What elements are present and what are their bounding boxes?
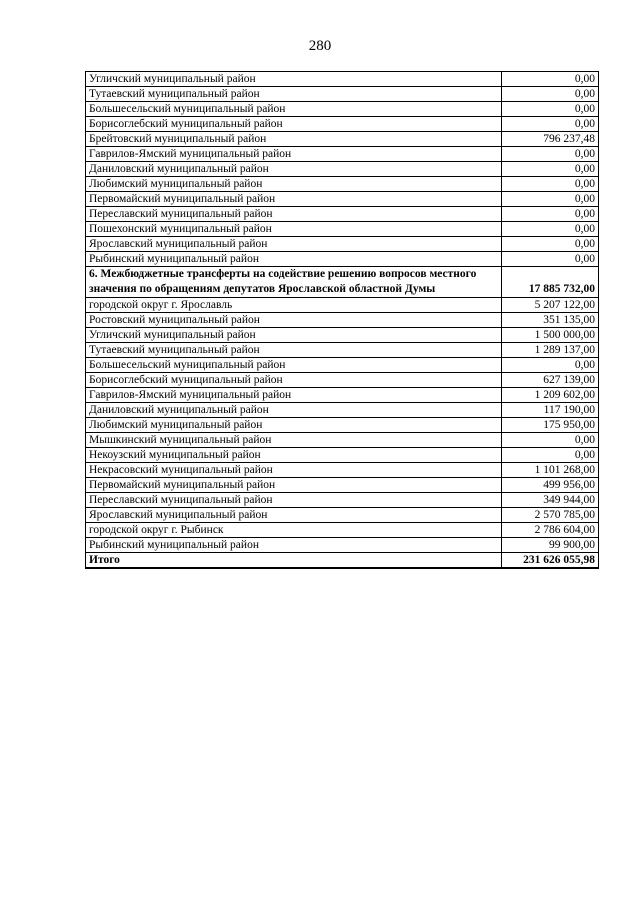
row-name: Пошехонский муниципальный район bbox=[86, 222, 502, 237]
row-name: городской округ г. Рыбинск bbox=[86, 523, 502, 538]
table-row bbox=[86, 418, 599, 433]
row-value: 0,00 bbox=[502, 87, 599, 102]
row-value: 796 237,48 bbox=[502, 132, 599, 147]
row-value: 0,00 bbox=[502, 222, 599, 237]
row-value: 231 626 055,98 bbox=[502, 553, 599, 569]
row-name: Некрасовский муниципальный район bbox=[86, 463, 502, 478]
row-value: 1 289 137,00 bbox=[502, 343, 599, 358]
table-row bbox=[86, 192, 599, 207]
row-name: Первомайский муниципальный район bbox=[86, 478, 502, 493]
row-value: 0,00 bbox=[502, 102, 599, 117]
row-value: 0,00 bbox=[502, 162, 599, 177]
table-row bbox=[86, 448, 599, 463]
row-name: Рыбинский муниципальный район bbox=[86, 252, 502, 267]
table-row bbox=[86, 523, 599, 538]
row-value: 0,00 bbox=[502, 433, 599, 448]
page-number: 280 bbox=[308, 38, 332, 54]
row-name: Даниловский муниципальный район bbox=[86, 403, 502, 418]
row-name: Ростовский муниципальный район bbox=[86, 313, 502, 328]
row-value: 117 190,00 bbox=[502, 403, 599, 418]
row-name: Угличский муниципальный район bbox=[86, 72, 502, 87]
row-value: 2 570 785,00 bbox=[502, 508, 599, 523]
table-row bbox=[86, 162, 599, 177]
row-name: Ярославский муниципальный район bbox=[86, 237, 502, 252]
budget-table bbox=[85, 71, 599, 569]
row-name: Переславский муниципальный район bbox=[86, 493, 502, 508]
row-value: 0,00 bbox=[502, 192, 599, 207]
section-header-row bbox=[86, 267, 599, 298]
table-row bbox=[86, 388, 599, 403]
row-name: Мышкинский муниципальный район bbox=[86, 433, 502, 448]
table-row bbox=[86, 207, 599, 222]
row-name: городской округ г. Ярославль bbox=[86, 298, 502, 313]
table-row bbox=[86, 132, 599, 147]
row-value: 351 135,00 bbox=[502, 313, 599, 328]
budget-table-body bbox=[86, 72, 599, 569]
row-name: Любимский муниципальный район bbox=[86, 177, 502, 192]
row-name: Ярославский муниципальный район bbox=[86, 508, 502, 523]
row-value: 1 101 268,00 bbox=[502, 463, 599, 478]
table-row bbox=[86, 237, 599, 252]
table-row bbox=[86, 222, 599, 237]
row-name: Брейтовский муниципальный район bbox=[86, 132, 502, 147]
row-name: Тутаевский муниципальный район bbox=[86, 343, 502, 358]
table-row bbox=[86, 463, 599, 478]
row-value: 17 885 732,00 bbox=[502, 267, 599, 298]
row-value: 5 207 122,00 bbox=[502, 298, 599, 313]
table-row bbox=[86, 508, 599, 523]
row-name: Большесельский муниципальный район bbox=[86, 358, 502, 373]
row-name: Тутаевский муниципальный район bbox=[86, 87, 502, 102]
row-value: 2 786 604,00 bbox=[502, 523, 599, 538]
row-name: Рыбинский муниципальный район bbox=[86, 538, 502, 553]
row-value: 0,00 bbox=[502, 448, 599, 463]
table-row bbox=[86, 403, 599, 418]
table-row bbox=[86, 343, 599, 358]
row-name: Гаврилов-Ямский муниципальный район bbox=[86, 147, 502, 162]
row-name: Большесельский муниципальный район bbox=[86, 102, 502, 117]
row-name: Гаврилов-Ямский муниципальный район bbox=[86, 388, 502, 403]
row-value: 0,00 bbox=[502, 117, 599, 132]
row-value: 99 900,00 bbox=[502, 538, 599, 553]
row-value: 0,00 bbox=[502, 237, 599, 252]
table-row bbox=[86, 358, 599, 373]
table-row bbox=[86, 298, 599, 313]
row-value: 0,00 bbox=[502, 177, 599, 192]
row-value: 349 944,00 bbox=[502, 493, 599, 508]
table-row bbox=[86, 177, 599, 192]
row-name: Некоузский муниципальный район bbox=[86, 448, 502, 463]
row-value: 0,00 bbox=[502, 207, 599, 222]
row-name: Даниловский муниципальный район bbox=[86, 162, 502, 177]
row-value: 175 950,00 bbox=[502, 418, 599, 433]
row-name: Первомайский муниципальный район bbox=[86, 192, 502, 207]
total-row bbox=[86, 553, 599, 569]
row-value: 0,00 bbox=[502, 358, 599, 373]
table-row bbox=[86, 478, 599, 493]
row-value: 0,00 bbox=[502, 72, 599, 87]
table-row bbox=[86, 328, 599, 343]
row-name: 6. Межбюджетные трансферты на содействие решению вопросов местного значения по обращениям депутатов Ярославской областной Думы bbox=[86, 267, 502, 298]
table-row bbox=[86, 117, 599, 132]
table-row bbox=[86, 87, 599, 102]
row-name: Угличский муниципальный район bbox=[86, 328, 502, 343]
table-row bbox=[86, 433, 599, 448]
table-row bbox=[86, 102, 599, 117]
table-row bbox=[86, 373, 599, 388]
table-row bbox=[86, 493, 599, 508]
row-value: 0,00 bbox=[502, 252, 599, 267]
row-value: 1 500 000,00 bbox=[502, 328, 599, 343]
row-name: Борисоглебский муниципальный район bbox=[86, 373, 502, 388]
row-value: 1 209 602,00 bbox=[502, 388, 599, 403]
table-row bbox=[86, 252, 599, 267]
row-value: 499 956,00 bbox=[502, 478, 599, 493]
table-row bbox=[86, 538, 599, 553]
row-name: Любимский муниципальный район bbox=[86, 418, 502, 433]
row-value: 627 139,00 bbox=[502, 373, 599, 388]
table-row bbox=[86, 313, 599, 328]
table-row bbox=[86, 147, 599, 162]
row-name: Итого bbox=[86, 553, 502, 569]
row-name: Переславский муниципальный район bbox=[86, 207, 502, 222]
table-row bbox=[86, 72, 599, 87]
row-name: Борисоглебский муниципальный район bbox=[86, 117, 502, 132]
row-value: 0,00 bbox=[502, 147, 599, 162]
